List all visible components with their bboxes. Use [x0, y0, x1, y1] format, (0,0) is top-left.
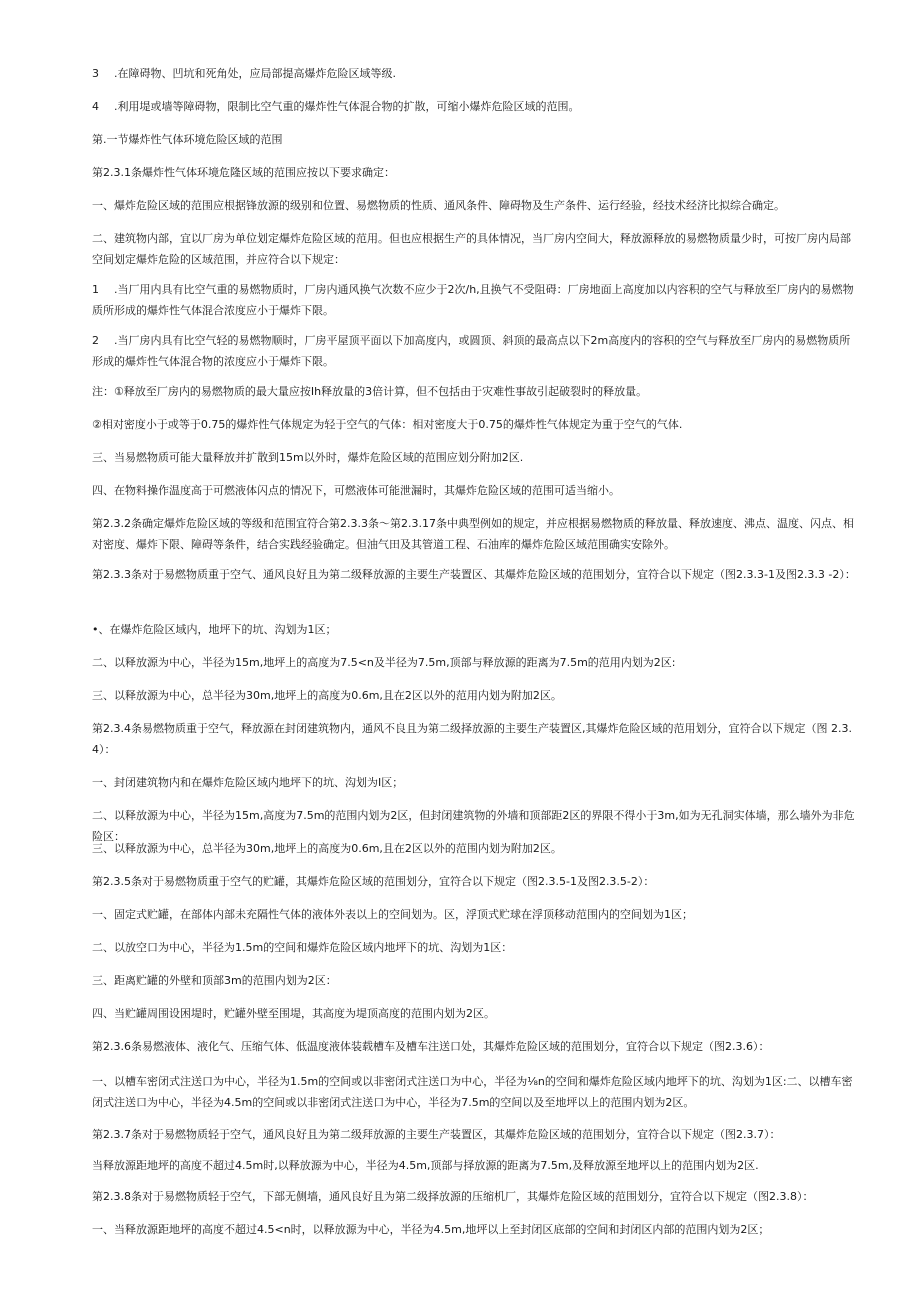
paragraph: 二、以释放源为中心，半径为15m,地坪上的高度为7.5<n及半径为7.5m,顶部与释放源的距离为7.5m的范用内划为2区: [92, 656, 676, 669]
clause-2-3-7: 第2.3.7条对于易燃物质轻于空气，通风良好且为第二级拜放源的主要生产装置区，其爆炸危险区域的范围划分，宜符合以下规定（图2.3.7）： [92, 1128, 781, 1141]
paragraph: 一、当释放源距地坪的高度不超过4.5<n时，以释放源为中心，半径为4.5m,地坪以上至封闭区底部的空间和封闭区内部的范围内划为2区； [92, 1223, 770, 1236]
paragraph: 四、当贮罐周围设困堤时，贮罐外壁至围堤，其高度为堤顶高度的范围内划为2区。 [92, 1007, 495, 1020]
paragraph-text: .在障碍物、凹坑和死角处，应局部提高爆炸危险区域等级. [114, 67, 396, 80]
paragraph-item-3 [92, 63, 860, 84]
clause-2-3-2: 第2.3.2条确定爆炸危险区域的等级和范围宜符合第2.3.3条〜第2.3.17条中典型例如的规定，并应根据易燃物质的释放量、释放速度、沸点、温度、闪点、相对密度、爆炸下限、障碍等条件，结合实践经验确定。但油气田及其管道工程、石油库的爆炸危险区域范围确实安除外。 [92, 517, 854, 551]
paragraph: 一、以槽车密闭式注送口为中心，半径为1.5m的空间或以非密闭式注送口为中心，半径为⅛n的空间和爆炸危险区域内地坪下的坑、沟划为1区:二、以槽车密闭式注送口为中心，半径为4.5m的空间或以非密闭式注送口为中心，半径为7.5m的空间以及至地坪以上的范围内划为2区。 [92, 1075, 853, 1109]
paragraph-item-4 [92, 96, 860, 117]
paragraph: 二、以释放源为中心，半径为15m,高度为7.5m的范围内划为2区，但封闭建筑物的外墙和顶部距2区的界限不得小于3m,如为无孔洞实体墙，那么墙外为非危险区： [92, 809, 855, 843]
paragraph: 四、在物料操作温度高于可燃液体闪点的情况下，可燃液体可能泄漏时，其爆炸危险区域的范围可适当缩小。 [92, 484, 620, 497]
item-number: 1 [92, 283, 99, 296]
clause-2-3-4: 第2.3.4条易燃物质重于空气，释放源在封闭建筑物内，通风不良且为第二级择放源的主要生产装置区,其爆炸危险区域的范用划分，宜符合以下规定（图 2.3.4）： [92, 722, 852, 756]
clause-2-3-3: 第2.3.3条对于易燃物质重于空气、通风良好且为第二级释放源的主要生产装置区、其爆炸危险区域的范围划分，宜符合以下规定（图2.3.3-1及图2.3.3 -2）： [92, 568, 856, 581]
paragraph-text: .当厂房内具有比空气轻的易燃物顺时，厂房平屋顶平面以下加高度内，或圆顶、斜顶的最高点以下2m高度内的容积的空气与释放至厂房内的易燃物质所形成的爆炸性气体混合物的浓度应小于爆炸下限。 [92, 334, 851, 368]
paragraph-text: .利用堤或墙等障碍物，限制比空气重的爆炸性气体混合物的扩散，可缩小爆炸危险区域的范围。 [114, 100, 580, 113]
paragraph-item-2 [92, 330, 860, 372]
paragraph: 二、以放空口为中心，半径为1.5m的空间和爆炸危险区域内地坪下的坑、沟划为1区： [92, 941, 513, 954]
clause-2-3-6: 第2.3.6条易燃液体、液化气、压缩气体、低温度液体装载槽车及槽车注送口处，其爆炸危险区域的范围划分，宜符合以下规定（图2.3.6）： [92, 1040, 770, 1053]
item-number: 2 [92, 334, 99, 347]
paragraph: 一、封闭建筑物内和在爆炸危险区域内地坪下的坑、沟划为I区； [92, 776, 404, 789]
note-1: 注：①释放至厂房内的易燃物质的最大量应按Ih释放量的3倍计算，但不包括由于灾难性事故引起破裂时的释放量。 [92, 385, 648, 398]
paragraph-text: .当厂用内具有比空气重的易燃物质时，厂房内通风换气次数不应少于2次/h,且换气不受阻碍：厂房地面上高度加以内容积的空气与释放至厂房内的易燃物质所形成的爆炸性气体混合浓度应小于爆炸下限。 [92, 283, 854, 317]
paragraph: •、在爆炸危险区域内，地坪下的坑、沟划为1区； [92, 623, 337, 636]
paragraph-item-1 [92, 279, 860, 321]
clause-2-3-1: 第2.3.1条爆炸性气体环境危隆区域的范围应按以下要求确定： [92, 166, 395, 179]
paragraph: 三、距离贮罐的外壁和顶部3m的范围内划为2区： [92, 974, 337, 987]
item-number: 3 [92, 67, 99, 80]
note-2: ②相对密度小于或等于0.75的爆炸性气体规定为轻于空气的气体：相对密度大于0.75的爆炸性气体规定为重于空气的气体. [92, 418, 683, 431]
paragraph: 一、爆炸危险区域的范围应根据锋放源的级别和位置、易燃物质的性质、通风条件、障碍物及生产条件、运行经验，经技术经济比拟综合确定。 [92, 199, 785, 212]
item-number: 4 [92, 100, 99, 113]
clause-2-3-8: 第2.3.8条对于易燃物质轻于空气，下部无侧墙，通风良好且为第二级择放源的压缩机厂，其爆炸危险区域的范围划分，宜符合以下规定（图2.3.8）： [92, 1190, 814, 1203]
paragraph: 三、以释放源为中心，总半径为30m,地坪上的高度为0.6m,且在2区以外的范围内划为附加2区。 [92, 842, 562, 855]
section-heading: 第.一节爆炸性气体环境危险区域的范围 [92, 133, 283, 146]
paragraph: 二、建筑物内部，宜以厂房为单位划定爆炸危险区域的范用。但也应根据生产的具体情况，当厂房内空间大，释放源释放的易燃物质量少时，可按厂房内局部空间划定爆炸危险的区域范围，并应符合以下规定： [92, 232, 851, 266]
paragraph: 当释放源距地坪的高度不超过4.5m时,以释放源为中心，半径为4.5m,顶部与择放源的距离为7.5m,及释放源至地坪以上的范围内划为2区. [92, 1159, 759, 1172]
paragraph: 三、当易燃物质可能大量释放并扩散到15m以外时，爆炸危险区域的范围应划分附加2区. [92, 451, 524, 464]
paragraph: 三、以释放源为中心，总半径为30m,地坪上的高度为0.6m,且在2区以外的范用内划为附加2区。 [92, 689, 562, 702]
clause-2-3-5: 第2.3.5条对于易燃物质重于空气的贮罐，其爆炸危险区域的范围划分，宜符合以下规定（图2.3.5-1及图2.3.5-2）： [92, 875, 655, 888]
paragraph: 一、固定式贮罐，在部体内部未充隔性气体的液体外表以上的空间划为。区，浮顶式贮球在浮顶移动范围内的空间划为1区； [92, 908, 693, 921]
